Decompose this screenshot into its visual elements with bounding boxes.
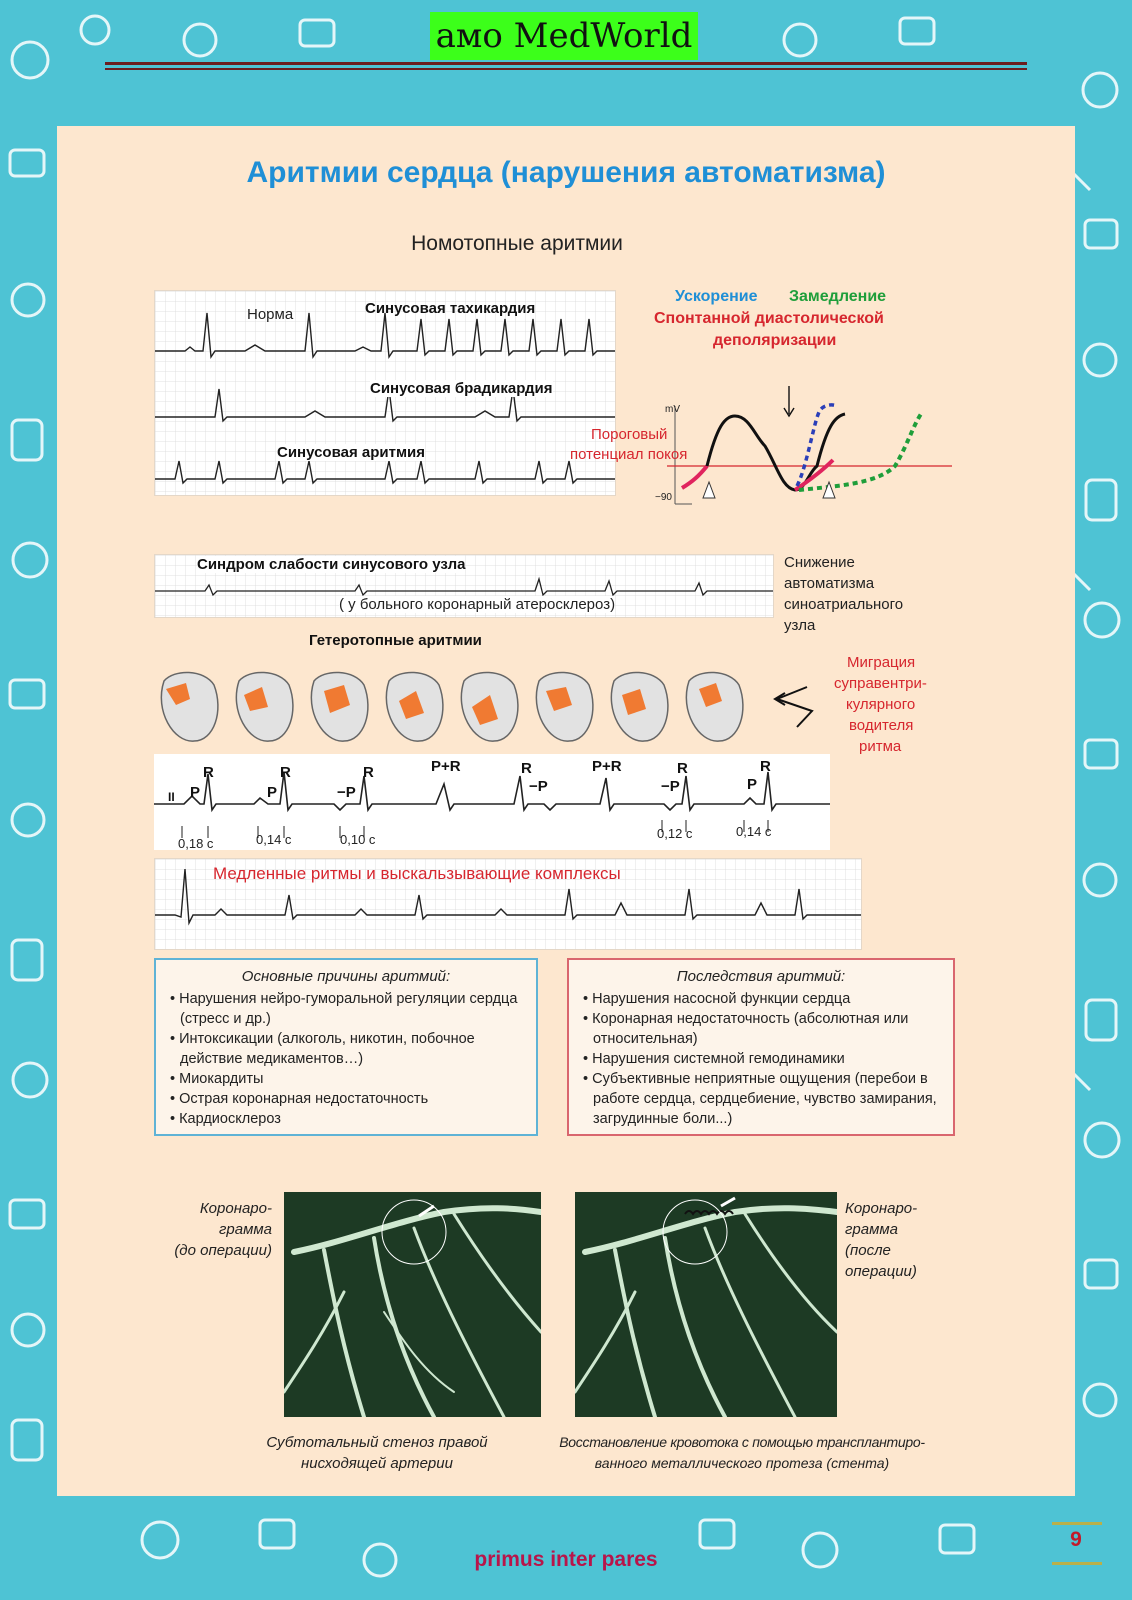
interval-3: 0,10 с	[340, 832, 376, 847]
angio-before-side-2: грамма	[219, 1221, 272, 1238]
cause-item: • Интоксикации (алкоголь, никотин, побочное действие медикаментов…)	[166, 1029, 526, 1069]
heterotopic-heading: Гетеротопные аритмии	[309, 632, 482, 649]
causes-list	[166, 989, 526, 1129]
migration-line-5: ритма	[859, 738, 902, 755]
arrhythmia-poster	[57, 126, 1075, 1496]
wave-r5: R	[677, 760, 688, 777]
angiogram-before	[284, 1192, 541, 1417]
cause-item: • Кардиосклероз	[166, 1109, 526, 1129]
header-rule	[105, 62, 1027, 65]
sick-sinus-side-4: узла	[784, 617, 816, 634]
angio-before-caption-2: нисходящей артерии	[301, 1455, 453, 1472]
resting-potential-label: потенциал покоя	[570, 446, 688, 463]
site-title: амо MedWorld	[430, 12, 698, 60]
slow-rhythms-label: Медленные ритмы и выскальзывающие комплексы	[213, 864, 621, 883]
angio-after-caption-1: Восстановление кровотока с помощью трансплантиро-	[559, 1434, 925, 1450]
page-number-rule-bottom	[1052, 1562, 1102, 1565]
causes-title: Основные причины аритмий:	[241, 968, 451, 985]
consequence-item: • Коронарная недостаточность (абсолютная или относительная)	[579, 1009, 943, 1049]
wave-p3: P	[747, 776, 758, 793]
angio-before-caption-1: Субтотальный стеноз правой	[266, 1434, 488, 1451]
wave-p-plus-r1: P+R	[431, 758, 461, 775]
wave-r6: R	[760, 758, 771, 775]
causes-box	[154, 958, 538, 1136]
angio-after-side-2: грамма	[845, 1221, 898, 1238]
minus90-label: −90	[655, 492, 672, 503]
wave-r2: R	[280, 764, 291, 781]
angiogram-after-vessels	[575, 1192, 837, 1417]
sick-sinus-side-3: синоатриального	[784, 596, 904, 613]
angiogram-before-vessels	[284, 1192, 541, 1417]
nomotopic-heading: Номотопные аритмии	[411, 232, 623, 255]
wave-neg-p1: −P	[337, 784, 356, 801]
footer-motto: primus inter pares	[474, 1548, 658, 1571]
angiogram-after	[575, 1192, 837, 1417]
threshold-label: Пороговый	[591, 426, 668, 443]
cause-item: • Нарушения нейро-гуморальной регуляции сердца (стресс и др.)	[166, 989, 526, 1029]
angio-after-side-4: операции)	[845, 1263, 917, 1280]
migration-line-2: суправентри-	[834, 675, 927, 692]
angio-before-side-3: (до операции)	[174, 1242, 272, 1259]
deceleration-label: Замедление	[789, 288, 887, 305]
consequence-item: • Нарушения системной гемодинамики	[579, 1049, 943, 1069]
header-rule-thin	[105, 68, 1027, 70]
page-number: 9	[1070, 1528, 1082, 1551]
wave-r1: R	[203, 764, 214, 781]
heart-migration-diagrams	[154, 661, 754, 746]
ecg-label-brady: Синусовая брадикардия	[370, 380, 553, 397]
angio-after-side-3: (после	[845, 1242, 891, 1259]
consequences-title: Последствия аритмий:	[676, 968, 846, 985]
interval-5: 0,14 с	[736, 824, 772, 839]
lead-label: II	[168, 790, 175, 804]
wave-neg-p3: −P	[661, 778, 680, 795]
wave-neg-p2: −P	[529, 778, 548, 795]
poster-title: Аритмии сердца (нарушения автоматизма)	[246, 156, 886, 189]
migration-line-1: Миграция	[847, 654, 916, 671]
ecg-label-tachy: Синусовая тахикардия	[365, 300, 536, 317]
sick-sinus-label: Синдром слабости синусового узла	[197, 556, 466, 573]
mv-label: mV	[665, 404, 680, 415]
wave-p2: P	[267, 784, 278, 801]
consequence-item: • Нарушения насосной функции сердца	[579, 989, 943, 1009]
wave-r3: R	[363, 764, 374, 781]
sick-sinus-side-1: Снижение	[784, 554, 855, 571]
angio-after-side-1: Коронаро-	[845, 1200, 918, 1217]
migration-line-4: водителя	[849, 717, 914, 734]
interval-2: 0,14 с	[256, 832, 292, 847]
consequence-item: • Субъективные неприятные ощущения (перебои в работе сердца, сердцебиение, чувство замирания, загрудинные боли...)	[579, 1069, 943, 1129]
cause-item: • Миокардиты	[166, 1069, 526, 1089]
interval-1: 0,18 с	[178, 836, 214, 851]
sick-sinus-side-2: автоматизма	[784, 575, 875, 592]
migration-line-3: кулярного	[846, 696, 916, 713]
page-number-rule-top	[1052, 1522, 1102, 1525]
depolarization-line3: деполяризации	[713, 332, 837, 349]
angio-after-caption-2: ванного металлического протеза (стента)	[594, 1455, 890, 1471]
depolarization-line2: Спонтанной диастолической	[654, 310, 884, 327]
sick-sinus-note: ( у больного коронарный атеросклероз)	[339, 596, 616, 613]
wave-r4: R	[521, 760, 532, 777]
ecg-label-sinus-arrhythmia: Синусовая аритмия	[277, 444, 426, 461]
angio-before-side-1: Коронаро-	[199, 1200, 272, 1217]
ecg-label-norm: Норма	[247, 306, 294, 323]
cause-item: • Острая коронарная недостаточность	[166, 1089, 526, 1109]
consequences-box	[567, 958, 955, 1136]
interval-4: 0,12 с	[657, 826, 693, 841]
wave-p1: P	[190, 784, 201, 801]
migration-arrow	[767, 681, 827, 731]
acceleration-label: Ускорение	[675, 288, 758, 305]
wave-p-plus-r2: P+R	[592, 758, 622, 775]
consequences-list	[579, 989, 943, 1129]
